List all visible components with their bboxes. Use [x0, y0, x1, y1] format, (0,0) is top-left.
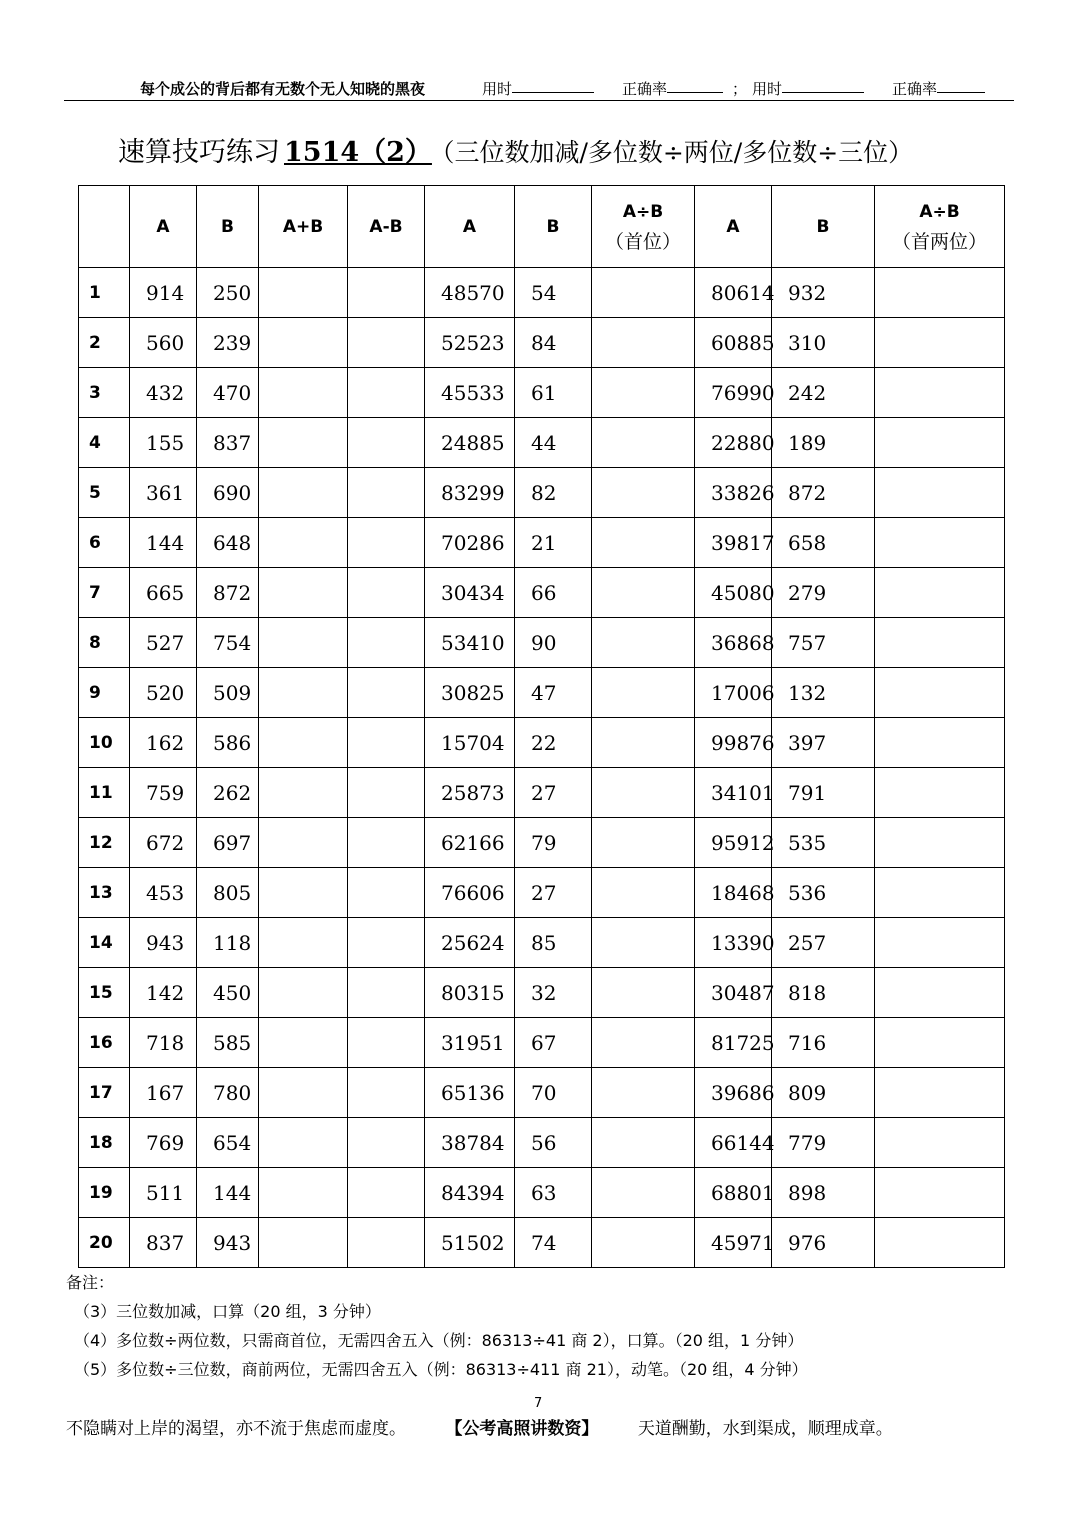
- answer-diff[interactable]: [348, 468, 425, 518]
- answer-sum[interactable]: [259, 668, 348, 718]
- cell-b1: 805: [197, 868, 259, 918]
- cell-a1: 759: [130, 768, 197, 818]
- answer-div3[interactable]: [875, 1018, 1005, 1068]
- cell-a1: 432: [130, 368, 197, 418]
- cell-b1: 470: [197, 368, 259, 418]
- table-row: [79, 1068, 1005, 1118]
- row-index: 19: [79, 1168, 130, 1218]
- answer-div2[interactable]: [592, 618, 695, 668]
- cell-b2: 56: [515, 1118, 592, 1168]
- answer-div2[interactable]: [592, 968, 695, 1018]
- cell-b2: 82: [515, 468, 592, 518]
- answer-div3[interactable]: [875, 1218, 1005, 1268]
- header-b1: B: [197, 186, 259, 268]
- answer-div2[interactable]: [592, 518, 695, 568]
- header-b2: B: [515, 186, 592, 268]
- footer-left: 不隐瞒对上岸的渴望，亦不流于焦虑而虚度。: [66, 1419, 406, 1439]
- answer-sum[interactable]: [259, 518, 348, 568]
- time-field-1: [482, 78, 512, 99]
- cell-a3: 34101: [695, 768, 772, 818]
- cell-b3: 779: [772, 1118, 875, 1168]
- answer-sum[interactable]: [259, 1018, 348, 1068]
- cell-b1: 144: [197, 1168, 259, 1218]
- cell-a1: 361: [130, 468, 197, 518]
- answer-sum[interactable]: [259, 1168, 348, 1218]
- cell-b3: 932: [772, 268, 875, 318]
- table-row: [79, 568, 1005, 618]
- cell-a3: 13390: [695, 918, 772, 968]
- cell-a1: 665: [130, 568, 197, 618]
- cell-b1: 654: [197, 1118, 259, 1168]
- answer-sum[interactable]: [259, 868, 348, 918]
- answer-sum[interactable]: [259, 1068, 348, 1118]
- row-index: 3: [79, 368, 130, 418]
- cell-b3: 658: [772, 518, 875, 568]
- answer-div3[interactable]: [875, 368, 1005, 418]
- cell-b2: 70: [515, 1068, 592, 1118]
- cell-b1: 943: [197, 1218, 259, 1268]
- answer-sum[interactable]: [259, 368, 348, 418]
- cell-a3: 60885: [695, 318, 772, 368]
- answer-sum[interactable]: [259, 618, 348, 668]
- cell-b2: 27: [515, 868, 592, 918]
- cell-a1: 162: [130, 718, 197, 768]
- cell-b1: 872: [197, 568, 259, 618]
- cell-b3: 757: [772, 618, 875, 668]
- answer-div2[interactable]: [592, 1218, 695, 1268]
- header-separator: ；: [732, 80, 748, 98]
- answer-div2[interactable]: [592, 368, 695, 418]
- cell-b1: 585: [197, 1018, 259, 1068]
- time-blank-2[interactable]: [782, 78, 864, 93]
- answer-div3[interactable]: [875, 268, 1005, 318]
- page-title: [118, 130, 913, 169]
- note-line-5: （5）多位数÷三位数，商前两位，无需四舍五入（例：86313÷411 商 21），动笔。（20 组，4 分钟）: [74, 1360, 808, 1379]
- time-field-2: [752, 78, 782, 99]
- header-div2-label: A÷B: [622, 201, 664, 222]
- notes-label: 备注：: [66, 1273, 115, 1292]
- cell-a1: 167: [130, 1068, 197, 1118]
- cell-b1: 239: [197, 318, 259, 368]
- time-label-2: 用时: [752, 80, 783, 98]
- cell-a2: 83299: [425, 468, 515, 518]
- answer-sum[interactable]: [259, 318, 348, 368]
- cell-b1: 250: [197, 268, 259, 318]
- cell-b3: 791: [772, 768, 875, 818]
- cell-a2: 30825: [425, 668, 515, 718]
- cell-b2: 67: [515, 1018, 592, 1068]
- row-index: 13: [79, 868, 130, 918]
- answer-div3[interactable]: [875, 1168, 1005, 1218]
- answer-diff[interactable]: [348, 518, 425, 568]
- cell-a3: 66144: [695, 1118, 772, 1168]
- cell-b2: 47: [515, 668, 592, 718]
- cell-a2: 30434: [425, 568, 515, 618]
- cell-a2: 15704: [425, 718, 515, 768]
- cell-b2: 84: [515, 318, 592, 368]
- cell-a2: 52523: [425, 318, 515, 368]
- header-div3-label: A÷B: [919, 201, 960, 222]
- answer-div3[interactable]: [875, 618, 1005, 668]
- cell-a1: 453: [130, 868, 197, 918]
- cell-a1: 769: [130, 1118, 197, 1168]
- row-index: 4: [79, 418, 130, 468]
- answer-diff[interactable]: [348, 1118, 425, 1168]
- answer-div2[interactable]: [592, 918, 695, 968]
- cell-b3: 818: [772, 968, 875, 1018]
- answer-diff[interactable]: [348, 768, 425, 818]
- cell-b1: 262: [197, 768, 259, 818]
- cell-b3: 132: [772, 668, 875, 718]
- note-line-4: （4）多位数÷两位数，只需商首位，无需四舍五入（例：86313÷41 商 2），口算。（20 组，1 分钟）: [74, 1331, 804, 1350]
- time-label-1: 用时: [482, 80, 513, 98]
- accuracy-field-1: [622, 78, 667, 99]
- cell-b3: 536: [772, 868, 875, 918]
- cell-a3: 45971: [695, 1218, 772, 1268]
- header-a3: A: [695, 186, 772, 268]
- table-row: [79, 318, 1005, 368]
- cell-a3: 76990: [695, 368, 772, 418]
- cell-a3: 22880: [695, 418, 772, 468]
- cell-a3: 81725: [695, 1018, 772, 1068]
- practice-table: [78, 185, 1005, 1268]
- cell-a1: 672: [130, 818, 197, 868]
- cell-a2: 31951: [425, 1018, 515, 1068]
- cell-b3: 716: [772, 1018, 875, 1068]
- header-motto: 每个成公的背后都有无数个无人知晓的黑夜: [140, 80, 426, 98]
- answer-div3[interactable]: [875, 718, 1005, 768]
- row-index: 14: [79, 918, 130, 968]
- time-blank-1[interactable]: [512, 78, 594, 93]
- answer-diff[interactable]: [348, 918, 425, 968]
- cell-a1: 144: [130, 518, 197, 568]
- table-row: [79, 968, 1005, 1018]
- answer-div3[interactable]: [875, 418, 1005, 468]
- cell-b2: 54: [515, 268, 592, 318]
- answer-div2[interactable]: [592, 568, 695, 618]
- table-row: [79, 1218, 1005, 1268]
- table-row: [79, 518, 1005, 568]
- note-line-3: （3）三位数加减，口算（20 组，3 分钟）: [74, 1302, 381, 1321]
- cell-a2: 24885: [425, 418, 515, 468]
- cell-b2: 85: [515, 918, 592, 968]
- cell-a3: 30487: [695, 968, 772, 1018]
- answer-sum[interactable]: [259, 568, 348, 618]
- cell-b1: 509: [197, 668, 259, 718]
- cell-b3: 535: [772, 818, 875, 868]
- cell-a1: 837: [130, 1218, 197, 1268]
- answer-diff[interactable]: [348, 868, 425, 918]
- accuracy-blank-2[interactable]: [937, 78, 985, 93]
- cell-a3: 39817: [695, 518, 772, 568]
- cell-a3: 80614: [695, 268, 772, 318]
- table-row: [79, 618, 1005, 668]
- answer-div2[interactable]: [592, 1118, 695, 1168]
- cell-b2: 74: [515, 1218, 592, 1268]
- cell-b2: 22: [515, 718, 592, 768]
- cell-a2: 62166: [425, 818, 515, 868]
- answer-div2[interactable]: [592, 1068, 695, 1118]
- answer-div2[interactable]: [592, 868, 695, 918]
- cell-b1: 697: [197, 818, 259, 868]
- table-row: [79, 1168, 1005, 1218]
- row-index: 15: [79, 968, 130, 1018]
- header-div2-note: （首位）: [604, 230, 681, 253]
- cell-b2: 79: [515, 818, 592, 868]
- answer-div3[interactable]: [875, 668, 1005, 718]
- answer-sum[interactable]: [259, 818, 348, 868]
- cell-b1: 450: [197, 968, 259, 1018]
- answer-div2[interactable]: [592, 818, 695, 868]
- footer-brand: 【公考高照讲数资】: [445, 1419, 599, 1439]
- cell-a3: 18468: [695, 868, 772, 918]
- table-row: [79, 268, 1005, 318]
- cell-a2: 48570: [425, 268, 515, 318]
- table-row: [79, 718, 1005, 768]
- cell-a1: 511: [130, 1168, 197, 1218]
- answer-diff[interactable]: [348, 618, 425, 668]
- table-header-row: [79, 186, 1005, 268]
- cell-a3: 99876: [695, 718, 772, 768]
- title-main: 速算技巧练习: [118, 137, 280, 168]
- notes: [66, 1268, 808, 1384]
- answer-div2[interactable]: [592, 418, 695, 468]
- answer-diff[interactable]: [348, 668, 425, 718]
- title-subtitle: （三位数加减/多位数÷两位/多位数÷三位）: [441, 138, 914, 167]
- answer-sum[interactable]: [259, 968, 348, 1018]
- accuracy-field-2: [892, 78, 937, 99]
- cell-b1: 754: [197, 618, 259, 668]
- cell-a1: 520: [130, 668, 197, 718]
- cell-b1: 837: [197, 418, 259, 468]
- cell-a1: 560: [130, 318, 197, 368]
- cell-a1: 142: [130, 968, 197, 1018]
- row-index: 17: [79, 1068, 130, 1118]
- cell-a2: 25624: [425, 918, 515, 968]
- cell-a3: 33826: [695, 468, 772, 518]
- cell-a2: 53410: [425, 618, 515, 668]
- cell-a2: 80315: [425, 968, 515, 1018]
- header-div3: [875, 186, 1005, 268]
- answer-diff[interactable]: [348, 968, 425, 1018]
- table-row: [79, 468, 1005, 518]
- answer-sum[interactable]: [259, 718, 348, 768]
- answer-div3[interactable]: [875, 318, 1005, 368]
- answer-div3[interactable]: [875, 1118, 1005, 1168]
- header-index: [79, 186, 130, 268]
- answer-div3[interactable]: [875, 468, 1005, 518]
- cell-b2: 44: [515, 418, 592, 468]
- answer-div2[interactable]: [592, 668, 695, 718]
- answer-sum[interactable]: [259, 418, 348, 468]
- answer-div2[interactable]: [592, 718, 695, 768]
- answer-div3[interactable]: [875, 1068, 1005, 1118]
- cell-a2: 25873: [425, 768, 515, 818]
- row-index: 2: [79, 318, 130, 368]
- answer-div2[interactable]: [592, 268, 695, 318]
- page-header: [64, 78, 1014, 101]
- header-sum: A+B: [259, 186, 348, 268]
- cell-a2: 65136: [425, 1068, 515, 1118]
- cell-a3: 17006: [695, 668, 772, 718]
- cell-a2: 38784: [425, 1118, 515, 1168]
- row-index: 10: [79, 718, 130, 768]
- table-row: [79, 418, 1005, 468]
- answer-diff[interactable]: [348, 1068, 425, 1118]
- answer-sum[interactable]: [259, 1218, 348, 1268]
- cell-b2: 27: [515, 768, 592, 818]
- cell-a2: 84394: [425, 1168, 515, 1218]
- answer-diff[interactable]: [348, 318, 425, 368]
- cell-a2: 70286: [425, 518, 515, 568]
- header-div3-note: （首两位）: [891, 230, 987, 253]
- cell-a1: 718: [130, 1018, 197, 1068]
- answer-div3[interactable]: [875, 768, 1005, 818]
- cell-b2: 21: [515, 518, 592, 568]
- answer-sum[interactable]: [259, 918, 348, 968]
- answer-diff[interactable]: [348, 1018, 425, 1068]
- answer-div2[interactable]: [592, 768, 695, 818]
- accuracy-label-1: 正确率: [622, 80, 668, 98]
- table-row: [79, 668, 1005, 718]
- table-row: [79, 768, 1005, 818]
- header-div2: [592, 186, 695, 268]
- row-index: 8: [79, 618, 130, 668]
- answer-diff[interactable]: [348, 418, 425, 468]
- answer-div2[interactable]: [592, 1018, 695, 1068]
- answer-diff[interactable]: [348, 568, 425, 618]
- table-row: [79, 918, 1005, 968]
- answer-sum[interactable]: [259, 268, 348, 318]
- cell-a2: 76606: [425, 868, 515, 918]
- cell-a1: 914: [130, 268, 197, 318]
- cell-a3: 45080: [695, 568, 772, 618]
- answer-div3[interactable]: [875, 518, 1005, 568]
- answer-div2[interactable]: [592, 318, 695, 368]
- row-index: 6: [79, 518, 130, 568]
- answer-sum[interactable]: [259, 468, 348, 518]
- cell-b2: 63: [515, 1168, 592, 1218]
- cell-a1: 155: [130, 418, 197, 468]
- cell-b3: 242: [772, 368, 875, 418]
- answer-sum[interactable]: [259, 1118, 348, 1168]
- cell-a1: 527: [130, 618, 197, 668]
- cell-b2: 32: [515, 968, 592, 1018]
- cell-b3: 310: [772, 318, 875, 368]
- cell-b3: 189: [772, 418, 875, 468]
- row-index: 9: [79, 668, 130, 718]
- cell-b1: 118: [197, 918, 259, 968]
- row-index: 20: [79, 1218, 130, 1268]
- table-row: [79, 368, 1005, 418]
- table-row: [79, 1018, 1005, 1068]
- row-index: 1: [79, 268, 130, 318]
- cell-a1: 943: [130, 918, 197, 968]
- cell-b3: 397: [772, 718, 875, 768]
- accuracy-label-2: 正确率: [892, 80, 938, 98]
- cell-b2: 90: [515, 618, 592, 668]
- answer-diff[interactable]: [348, 368, 425, 418]
- cell-b1: 780: [197, 1068, 259, 1118]
- header-b3: B: [772, 186, 875, 268]
- cell-a2: 51502: [425, 1218, 515, 1268]
- cell-b3: 872: [772, 468, 875, 518]
- page-number: 7: [534, 1396, 543, 1411]
- row-index: 18: [79, 1118, 130, 1168]
- header-a2: A: [425, 186, 515, 268]
- table-row: [79, 868, 1005, 918]
- cell-a3: 95912: [695, 818, 772, 868]
- header-a1: A: [130, 186, 197, 268]
- table-row: [79, 818, 1005, 868]
- footer-right: 天道酬勤，水到渠成，顺理成章。: [637, 1419, 893, 1439]
- table-body: [79, 268, 1005, 1268]
- cell-a3: 68801: [695, 1168, 772, 1218]
- answer-div3[interactable]: [875, 818, 1005, 868]
- page-footer: [66, 1414, 927, 1439]
- answer-div3[interactable]: [875, 568, 1005, 618]
- answer-diff[interactable]: [348, 718, 425, 768]
- table-row: [79, 1118, 1005, 1168]
- row-index: 16: [79, 1018, 130, 1068]
- header-diff: A-B: [348, 186, 425, 268]
- answer-div2[interactable]: [592, 468, 695, 518]
- cell-b2: 61: [515, 368, 592, 418]
- answer-div3[interactable]: [875, 968, 1005, 1018]
- cell-b1: 648: [197, 518, 259, 568]
- answer-sum[interactable]: [259, 768, 348, 818]
- cell-b3: 898: [772, 1168, 875, 1218]
- cell-b3: 257: [772, 918, 875, 968]
- title-code: 1514（2）: [284, 137, 432, 168]
- cell-b3: 809: [772, 1068, 875, 1118]
- cell-b2: 66: [515, 568, 592, 618]
- answer-diff[interactable]: [348, 818, 425, 868]
- cell-b3: 976: [772, 1218, 875, 1268]
- cell-a3: 36868: [695, 618, 772, 668]
- answer-div3[interactable]: [875, 868, 1005, 918]
- row-index: 7: [79, 568, 130, 618]
- cell-b3: 279: [772, 568, 875, 618]
- cell-b1: 586: [197, 718, 259, 768]
- accuracy-blank-1[interactable]: [667, 78, 723, 93]
- cell-a2: 45533: [425, 368, 515, 418]
- cell-b1: 690: [197, 468, 259, 518]
- answer-div2[interactable]: [592, 1168, 695, 1218]
- answer-div3[interactable]: [875, 918, 1005, 968]
- row-index: 12: [79, 818, 130, 868]
- answer-diff[interactable]: [348, 1218, 425, 1268]
- answer-diff[interactable]: [348, 1168, 425, 1218]
- row-index: 5: [79, 468, 130, 518]
- cell-a3: 39686: [695, 1068, 772, 1118]
- row-index: 11: [79, 768, 130, 818]
- answer-diff[interactable]: [348, 268, 425, 318]
